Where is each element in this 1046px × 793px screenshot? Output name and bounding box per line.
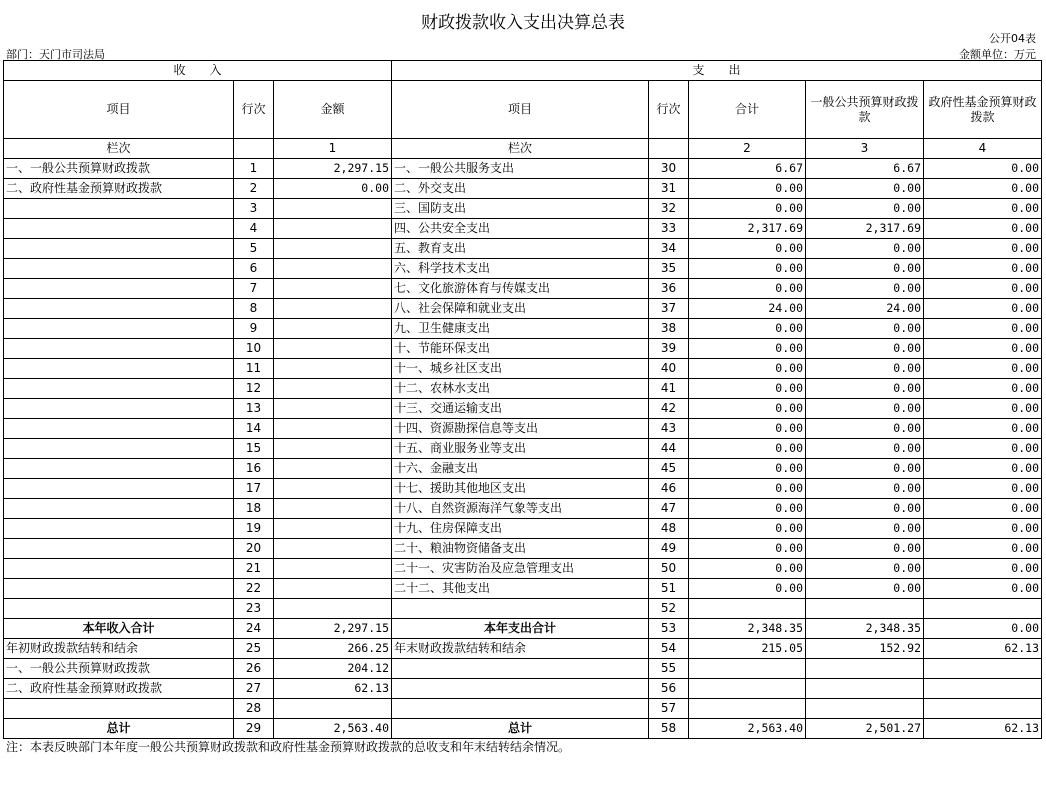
income-item-cell — [4, 459, 234, 479]
expense-item-cell: 六、科学技术支出 — [392, 259, 649, 279]
expense-general-cell — [806, 679, 924, 699]
income-amount-cell — [274, 499, 392, 519]
col-label-2: 栏次 — [392, 139, 649, 159]
table-row — [4, 219, 1042, 239]
income-line-cell: 2 — [234, 179, 274, 199]
table-row — [4, 319, 1042, 339]
income-item-cell — [4, 299, 234, 319]
table-row — [4, 259, 1042, 279]
expense-fund-cell: 0.00 — [924, 239, 1042, 259]
col-number-2: 2 — [689, 139, 806, 159]
expense-section-header: 支 出 — [392, 61, 1042, 81]
budget-table — [3, 60, 1042, 739]
col-number-4: 4 — [924, 139, 1042, 159]
income-line-cell: 24 — [234, 619, 274, 639]
expense-fund-header: 政府性基金预算财政拨款 — [924, 81, 1042, 139]
expense-line-cell: 46 — [649, 479, 689, 499]
expense-total-cell: 0.00 — [689, 359, 806, 379]
table-row — [4, 279, 1042, 299]
empty-cell — [649, 139, 689, 159]
income-section-header: 收 入 — [4, 61, 392, 81]
income-line-cell: 12 — [234, 379, 274, 399]
expense-total-cell: 0.00 — [689, 579, 806, 599]
income-amount-cell: 204.12 — [274, 659, 392, 679]
expense-total-cell: 215.05 — [689, 639, 806, 659]
expense-total-cell: 0.00 — [689, 319, 806, 339]
income-amount-cell — [274, 439, 392, 459]
table-row — [4, 719, 1042, 739]
income-item-cell — [4, 559, 234, 579]
income-item-cell — [4, 219, 234, 239]
expense-line-cell: 34 — [649, 239, 689, 259]
income-line-cell: 23 — [234, 599, 274, 619]
expense-line-cell: 31 — [649, 179, 689, 199]
income-amount-cell — [274, 279, 392, 299]
income-line-cell: 18 — [234, 499, 274, 519]
col-number-1: 1 — [274, 139, 392, 159]
table-row — [4, 599, 1042, 619]
expense-general-cell: 0.00 — [806, 239, 924, 259]
expense-line-cell: 45 — [649, 459, 689, 479]
expense-general-cell: 0.00 — [806, 379, 924, 399]
expense-general-cell: 0.00 — [806, 579, 924, 599]
table-row — [4, 559, 1042, 579]
expense-item-cell: 本年支出合计 — [392, 619, 649, 639]
income-amount-cell — [274, 379, 392, 399]
expense-general-cell — [806, 699, 924, 719]
income-line-cell: 19 — [234, 519, 274, 539]
income-item-cell: 一、一般公共预算财政拨款 — [4, 659, 234, 679]
expense-general-cell: 0.00 — [806, 439, 924, 459]
income-item-cell — [4, 379, 234, 399]
expense-general-cell: 0.00 — [806, 539, 924, 559]
expense-line-cell: 50 — [649, 559, 689, 579]
income-line-cell: 20 — [234, 539, 274, 559]
table-row — [4, 699, 1042, 719]
income-line-cell: 26 — [234, 659, 274, 679]
expense-item-cell: 十一、城乡社区支出 — [392, 359, 649, 379]
expense-total-cell: 2,317.69 — [689, 219, 806, 239]
expense-fund-cell: 0.00 — [924, 319, 1042, 339]
income-item-cell — [4, 419, 234, 439]
expense-line-cell: 39 — [649, 339, 689, 359]
expense-line-cell: 55 — [649, 659, 689, 679]
expense-fund-cell: 0.00 — [924, 339, 1042, 359]
expense-fund-cell: 0.00 — [924, 299, 1042, 319]
table-row — [4, 339, 1042, 359]
income-amount-cell — [274, 579, 392, 599]
income-line-cell: 15 — [234, 439, 274, 459]
table-row — [4, 579, 1042, 599]
income-item-cell — [4, 579, 234, 599]
income-line-cell: 25 — [234, 639, 274, 659]
expense-general-cell: 0.00 — [806, 419, 924, 439]
income-amount-cell: 62.13 — [274, 679, 392, 699]
expense-item-cell: 二十、粮油物资储备支出 — [392, 539, 649, 559]
expense-fund-cell: 0.00 — [924, 179, 1042, 199]
income-amount-cell — [274, 219, 392, 239]
expense-total-cell: 0.00 — [689, 459, 806, 479]
table-row — [4, 199, 1042, 219]
expense-fund-cell — [924, 599, 1042, 619]
expense-line-cell: 38 — [649, 319, 689, 339]
table-row — [4, 679, 1042, 699]
col-label: 栏次 — [4, 139, 234, 159]
expense-item-cell: 二十二、其他支出 — [392, 579, 649, 599]
expense-item-cell: 年末财政拨款结转和结余 — [392, 639, 649, 659]
table-row — [4, 299, 1042, 319]
unit-label: 金额单位：万元 — [959, 48, 1036, 61]
table-row — [4, 459, 1042, 479]
income-item-cell — [4, 259, 234, 279]
expense-item-cell: 十二、农林水支出 — [392, 379, 649, 399]
expense-total-cell: 0.00 — [689, 539, 806, 559]
income-amount-cell: 2,297.15 — [274, 159, 392, 179]
income-line-cell: 6 — [234, 259, 274, 279]
department-label: 部门：天门市司法局 — [6, 48, 105, 61]
expense-general-cell: 24.00 — [806, 299, 924, 319]
expense-general-cell: 0.00 — [806, 179, 924, 199]
expense-line-cell: 37 — [649, 299, 689, 319]
income-amount-cell — [274, 539, 392, 559]
expense-fund-cell: 0.00 — [924, 219, 1042, 239]
income-amount-cell — [274, 559, 392, 579]
table-row — [4, 519, 1042, 539]
expense-line-cell: 36 — [649, 279, 689, 299]
expense-item-cell: 十四、资源勘探信息等支出 — [392, 419, 649, 439]
table-row — [4, 359, 1042, 379]
expense-item-header: 项目 — [392, 81, 649, 139]
expense-item-cell: 五、教育支出 — [392, 239, 649, 259]
income-line-cell: 9 — [234, 319, 274, 339]
expense-total-cell: 0.00 — [689, 479, 806, 499]
expense-fund-cell: 0.00 — [924, 459, 1042, 479]
income-item-cell: 二、政府性基金预算财政拨款 — [4, 679, 234, 699]
expense-item-cell — [392, 699, 649, 719]
expense-line-cell: 30 — [649, 159, 689, 179]
empty-cell — [234, 139, 274, 159]
expense-fund-cell: 0.00 — [924, 579, 1042, 599]
table-row — [4, 239, 1042, 259]
table-row — [4, 619, 1042, 639]
expense-fund-cell: 0.00 — [924, 159, 1042, 179]
expense-item-cell: 十八、自然资源海洋气象等支出 — [392, 499, 649, 519]
income-amount-cell — [274, 459, 392, 479]
table-row — [4, 379, 1042, 399]
table-row — [4, 499, 1042, 519]
expense-line-cell: 54 — [649, 639, 689, 659]
form-number: 公开04表 — [989, 32, 1036, 45]
column-header-row — [4, 81, 1042, 139]
expense-fund-cell: 0.00 — [924, 419, 1042, 439]
expense-item-cell: 十、节能环保支出 — [392, 339, 649, 359]
income-line-cell: 29 — [234, 719, 274, 739]
income-amount-cell — [274, 199, 392, 219]
income-line-cell: 10 — [234, 339, 274, 359]
income-amount-cell — [274, 259, 392, 279]
expense-line-cell: 58 — [649, 719, 689, 739]
income-item-cell: 一、一般公共预算财政拨款 — [4, 159, 234, 179]
expense-total-cell — [689, 599, 806, 619]
income-amount-cell: 2,297.15 — [274, 619, 392, 639]
expense-general-cell: 0.00 — [806, 279, 924, 299]
expense-general-cell: 0.00 — [806, 199, 924, 219]
expense-fund-cell: 0.00 — [924, 279, 1042, 299]
income-item-cell — [4, 539, 234, 559]
expense-item-cell — [392, 679, 649, 699]
expense-total-cell: 0.00 — [689, 419, 806, 439]
expense-general-cell: 0.00 — [806, 339, 924, 359]
income-amount-cell — [274, 419, 392, 439]
income-line-cell: 22 — [234, 579, 274, 599]
income-item-cell — [4, 439, 234, 459]
expense-general-cell: 2,501.27 — [806, 719, 924, 739]
income-item-cell — [4, 239, 234, 259]
expense-general-cell: 2,317.69 — [806, 219, 924, 239]
expense-line-cell: 56 — [649, 679, 689, 699]
expense-fund-cell — [924, 659, 1042, 679]
expense-item-cell: 九、卫生健康支出 — [392, 319, 649, 339]
expense-total-cell: 0.00 — [689, 559, 806, 579]
section-header-row — [4, 61, 1042, 81]
expense-general-cell: 0.00 — [806, 459, 924, 479]
footnote: 注：本表反映部门本年度一般公共预算财政拨款和政府性基金预算财政拨款的总收支和年末结转结余情况。 — [6, 740, 571, 754]
expense-general-cell: 0.00 — [806, 479, 924, 499]
expense-total-cell: 0.00 — [689, 239, 806, 259]
income-item-cell — [4, 699, 234, 719]
expense-general-cell: 0.00 — [806, 259, 924, 279]
expense-fund-cell: 0.00 — [924, 539, 1042, 559]
expense-total-cell: 24.00 — [689, 299, 806, 319]
expense-line-cell: 57 — [649, 699, 689, 719]
income-line-cell: 5 — [234, 239, 274, 259]
table-row — [4, 419, 1042, 439]
expense-fund-cell: 0.00 — [924, 439, 1042, 459]
income-amount-cell — [274, 399, 392, 419]
income-item-cell — [4, 479, 234, 499]
income-item-header: 项目 — [4, 81, 234, 139]
expense-fund-cell: 0.00 — [924, 359, 1042, 379]
expense-line-cell: 53 — [649, 619, 689, 639]
income-line-cell: 11 — [234, 359, 274, 379]
income-item-cell — [4, 279, 234, 299]
column-number-row — [4, 139, 1042, 159]
expense-total-cell — [689, 699, 806, 719]
expense-line-cell: 41 — [649, 379, 689, 399]
table-row — [4, 639, 1042, 659]
income-line-cell: 8 — [234, 299, 274, 319]
expense-line-cell: 40 — [649, 359, 689, 379]
expense-general-header: 一般公共预算财政拨款 — [806, 81, 924, 139]
expense-item-cell — [392, 599, 649, 619]
income-amount-cell — [274, 339, 392, 359]
expense-line-cell: 49 — [649, 539, 689, 559]
income-line-cell: 21 — [234, 559, 274, 579]
expense-item-cell: 十七、援助其他地区支出 — [392, 479, 649, 499]
table-row — [4, 159, 1042, 179]
expense-line-header: 行次 — [649, 81, 689, 139]
income-amount-cell — [274, 359, 392, 379]
expense-item-cell — [392, 659, 649, 679]
income-item-cell: 二、政府性基金预算财政拨款 — [4, 179, 234, 199]
income-amount-header: 金额 — [274, 81, 392, 139]
expense-item-cell: 十九、住房保障支出 — [392, 519, 649, 539]
expense-general-cell: 6.67 — [806, 159, 924, 179]
expense-item-cell: 十五、商业服务业等支出 — [392, 439, 649, 459]
expense-total-cell: 0.00 — [689, 379, 806, 399]
expense-total-header: 合计 — [689, 81, 806, 139]
income-line-cell: 1 — [234, 159, 274, 179]
income-amount-cell — [274, 599, 392, 619]
expense-line-cell: 52 — [649, 599, 689, 619]
expense-total-cell: 2,348.35 — [689, 619, 806, 639]
expense-line-cell: 47 — [649, 499, 689, 519]
table-row — [4, 399, 1042, 419]
expense-total-cell: 6.67 — [689, 159, 806, 179]
expense-total-cell: 0.00 — [689, 259, 806, 279]
expense-line-cell: 44 — [649, 439, 689, 459]
income-line-cell: 14 — [234, 419, 274, 439]
expense-fund-cell: 0.00 — [924, 199, 1042, 219]
expense-total-cell: 0.00 — [689, 399, 806, 419]
income-item-cell: 本年收入合计 — [4, 619, 234, 639]
expense-total-cell: 0.00 — [689, 199, 806, 219]
table-row — [4, 439, 1042, 459]
expense-fund-cell: 62.13 — [924, 639, 1042, 659]
expense-fund-cell: 0.00 — [924, 619, 1042, 639]
table-row — [4, 539, 1042, 559]
income-item-cell — [4, 399, 234, 419]
expense-fund-cell: 0.00 — [924, 499, 1042, 519]
expense-item-cell: 总计 — [392, 719, 649, 739]
expense-fund-cell: 0.00 — [924, 479, 1042, 499]
income-item-cell — [4, 499, 234, 519]
expense-general-cell — [806, 599, 924, 619]
income-amount-cell: 2,563.40 — [274, 719, 392, 739]
income-line-cell: 3 — [234, 199, 274, 219]
income-item-cell — [4, 519, 234, 539]
income-amount-cell — [274, 239, 392, 259]
expense-general-cell: 0.00 — [806, 499, 924, 519]
expense-general-cell: 0.00 — [806, 559, 924, 579]
expense-item-cell: 三、国防支出 — [392, 199, 649, 219]
expense-total-cell: 0.00 — [689, 499, 806, 519]
income-item-cell — [4, 339, 234, 359]
income-item-cell — [4, 319, 234, 339]
expense-total-cell: 0.00 — [689, 439, 806, 459]
income-item-cell — [4, 199, 234, 219]
expense-fund-cell: 0.00 — [924, 519, 1042, 539]
expense-item-cell: 十六、金融支出 — [392, 459, 649, 479]
income-amount-cell — [274, 699, 392, 719]
income-line-cell: 13 — [234, 399, 274, 419]
expense-line-cell: 51 — [649, 579, 689, 599]
income-line-cell: 7 — [234, 279, 274, 299]
income-item-cell — [4, 359, 234, 379]
expense-item-cell: 八、社会保障和就业支出 — [392, 299, 649, 319]
income-line-cell: 17 — [234, 479, 274, 499]
expense-fund-cell: 62.13 — [924, 719, 1042, 739]
income-line-cell: 16 — [234, 459, 274, 479]
expense-fund-cell: 0.00 — [924, 379, 1042, 399]
expense-fund-cell — [924, 699, 1042, 719]
table-row — [4, 479, 1042, 499]
income-amount-cell — [274, 319, 392, 339]
expense-line-cell: 32 — [649, 199, 689, 219]
income-line-cell: 28 — [234, 699, 274, 719]
expense-fund-cell: 0.00 — [924, 399, 1042, 419]
expense-general-cell: 0.00 — [806, 519, 924, 539]
expense-item-cell: 十三、交通运输支出 — [392, 399, 649, 419]
expense-general-cell: 0.00 — [806, 399, 924, 419]
col-number-3: 3 — [806, 139, 924, 159]
expense-line-cell: 35 — [649, 259, 689, 279]
income-line-header: 行次 — [234, 81, 274, 139]
income-amount-cell: 0.00 — [274, 179, 392, 199]
expense-line-cell: 42 — [649, 399, 689, 419]
expense-fund-cell — [924, 679, 1042, 699]
expense-total-cell: 0.00 — [689, 279, 806, 299]
income-line-cell: 27 — [234, 679, 274, 699]
expense-line-cell: 43 — [649, 419, 689, 439]
table-row — [4, 179, 1042, 199]
expense-general-cell: 0.00 — [806, 359, 924, 379]
expense-total-cell — [689, 659, 806, 679]
income-amount-cell: 266.25 — [274, 639, 392, 659]
income-amount-cell — [274, 519, 392, 539]
expense-general-cell — [806, 659, 924, 679]
income-amount-cell — [274, 299, 392, 319]
expense-line-cell: 33 — [649, 219, 689, 239]
expense-general-cell: 0.00 — [806, 319, 924, 339]
expense-total-cell: 0.00 — [689, 519, 806, 539]
expense-fund-cell: 0.00 — [924, 559, 1042, 579]
expense-total-cell: 0.00 — [689, 339, 806, 359]
expense-general-cell: 2,348.35 — [806, 619, 924, 639]
expense-item-cell: 二、外交支出 — [392, 179, 649, 199]
expense-total-cell — [689, 679, 806, 699]
expense-item-cell: 一、一般公共服务支出 — [392, 159, 649, 179]
expense-total-cell: 0.00 — [689, 179, 806, 199]
expense-total-cell: 2,563.40 — [689, 719, 806, 739]
income-item-cell — [4, 599, 234, 619]
income-item-cell: 年初财政拨款结转和结余 — [4, 639, 234, 659]
expense-item-cell: 二十一、灾害防治及应急管理支出 — [392, 559, 649, 579]
income-amount-cell — [274, 479, 392, 499]
expense-line-cell: 48 — [649, 519, 689, 539]
table-row — [4, 659, 1042, 679]
expense-item-cell: 七、文化旅游体育与传媒支出 — [392, 279, 649, 299]
expense-fund-cell: 0.00 — [924, 259, 1042, 279]
expense-item-cell: 四、公共安全支出 — [392, 219, 649, 239]
income-line-cell: 4 — [234, 219, 274, 239]
page-title: 财政拨款收入支出决算总表 — [421, 13, 625, 33]
income-item-cell: 总计 — [4, 719, 234, 739]
expense-general-cell: 152.92 — [806, 639, 924, 659]
